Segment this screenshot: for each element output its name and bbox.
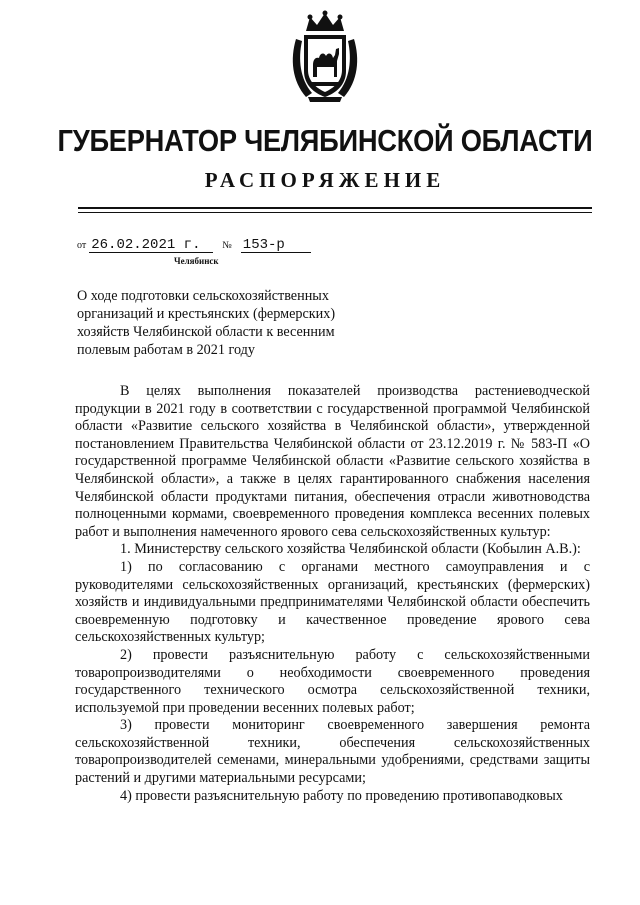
body-paragraph-subitem-1: 1) по согласованию с органами местного самоуправления и с руководителями сельскохозяйственных организаций, крестьянских (фермерских) хозяйств и индивидуальными предпринимателями Челябинской области обеспечить своевременную подготовку и качественное проведение ярового сева сельскохозяйственных культур; [75, 558, 590, 646]
body-paragraph-item-1: 1. Министерству сельского хозяйства Челябинской области (Кобылин А.В.): [120, 541, 581, 558]
body-paragraph-preamble: В целях выполнения показателей производства растениеводческой продукции в 2021 году в соответствии с государственной программой Челябинской области «Развитие сельского хозяйства в Челябинской области», утвержденной постановлением Правительства Челябинской области от 23.12.2019 г. № 583-П «О государственной программе Челябинской области «Развитие сельского хозяйства в Челябинской области», а также в целях гарантированного снабжения населения Челябинской области продуктами питания, обеспечения отрасли животноводства полноценными кормами, своевременного проведения комплекса весенних полевых работ и выполнения намеченного ярового сева сельскохозяйственных культур: [75, 383, 590, 540]
header-divider-thin [78, 212, 592, 213]
document-number: 153-р [241, 238, 311, 253]
coat-of-arms-icon [286, 9, 364, 105]
body-paragraph-subitem-2: 2) провести разъяснительную работу с сельскохозяйственными товаропроизводителями о необходимости своевременного проведения государственного технического осмотра сельскохозяйственной техники, используемой при проведении весенних полевых работ; [75, 646, 590, 716]
date-value: 26.02.2021 г. [89, 238, 213, 253]
number-prefix: № [222, 240, 232, 251]
body-paragraph-subitem-4: 4) провести разъяснительную работу по проведению противопаводковых [120, 787, 563, 804]
body-paragraph-subitem-3: 3) провести мониторинг своевременного завершения ремонта сельскохозяйственной техники, обеспечения сельскохозяйственных товаропроизводителей семенами, минеральными удобрениями, средствами защиты растений и другими материальными ресурсами; [75, 717, 590, 787]
date-number-line [77, 237, 311, 253]
page-title: ГУБЕРНАТОР ЧЕЛЯБИНСКОЙ ОБЛАСТИ [57, 123, 593, 158]
header-divider-thick [78, 207, 592, 209]
place-of-issue: Челябинск [174, 256, 219, 266]
document-body [75, 383, 590, 805]
date-prefix: от [77, 240, 87, 251]
document-subject: О ходе подготовки сельскохозяйственных организаций и крестьянских (фермерских) хозяйств Челябинской области к весенним полевым работам в 2021 году [77, 288, 336, 358]
document-type-heading: РАСПОРЯЖЕНИЕ [204, 168, 446, 192]
